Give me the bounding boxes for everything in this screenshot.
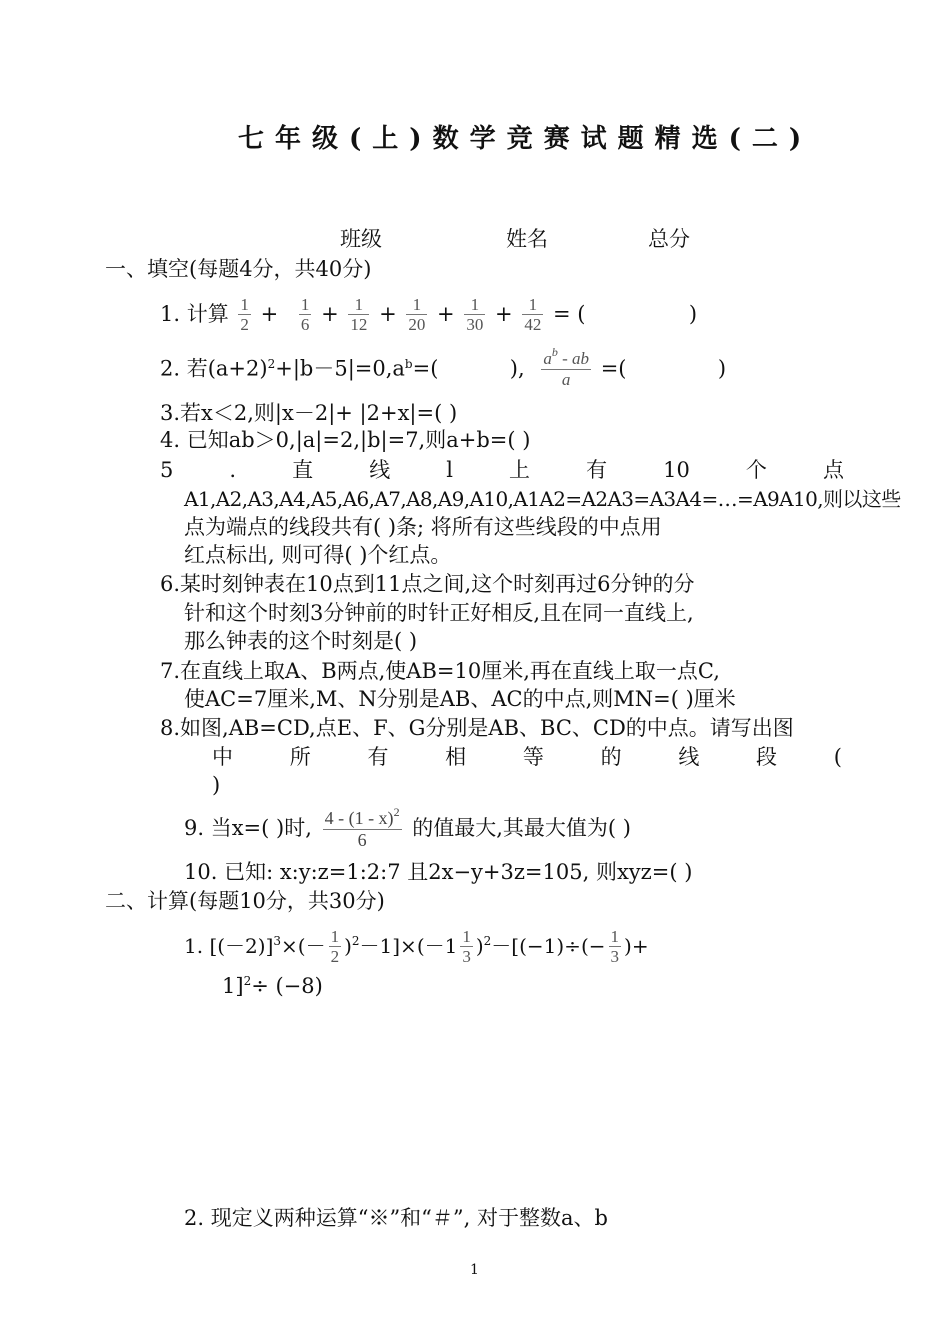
question-5-line2: A1,A2,A3,A4,A5,A6,A7,A8,A9,A10,A1A2=A2A3=A3A4=…=A9A10,则以这些 [184, 487, 901, 511]
question-6-line2: 针和这个时刻3分钟前的时针正好相反,且在同一直线上, [184, 601, 694, 625]
score-label: 总分 [648, 227, 690, 251]
close-paren: ) [688, 302, 698, 326]
fraction: $\frac{1}{3}$ [462, 927, 471, 966]
question-2: 2. 若$(a+2)^2+|b-5|=0,a^b=$( ), $\frac{a^b - ab}{a}$ =( ) [160, 345, 727, 389]
question-6-line3: 那么钟表的这个时刻是( ) [184, 629, 418, 653]
question-1 [160, 296, 697, 335]
fraction: $\frac{1}{6}$ [300, 295, 310, 334]
page-title: 七年级(上)数学竞赛试题精选(二) [238, 124, 813, 154]
fraction: $\frac{1}{20}$ [408, 295, 426, 334]
calc-question-1-line2: 1]$^2$÷ (−8) [222, 974, 323, 998]
question-5-line3: 点为端点的线段共有( )条; 将所有这些线段的中点用 [184, 515, 662, 539]
question-8-line1: 8.如图,AB=CD,点E、F、G分别是AB、BC、CD的中点。请写出图 [160, 716, 794, 740]
section1-heading: 一、填空(每题4分，共40分) [105, 257, 372, 281]
question-5-line1: 5 . 直 线 l 上 有 10 个 点 [160, 458, 844, 482]
plus-sign: + [437, 302, 455, 326]
q1-prefix: 1. 计算 [160, 302, 229, 326]
fraction: $\frac{1}{3}$ [610, 927, 620, 966]
name-label: 姓名 [506, 227, 548, 251]
fraction: $\frac{1}{2}$ [240, 295, 249, 334]
question-6-line1: 6.某时刻钟表在10点到11点之间,这个时刻再过6分钟的分 [160, 572, 695, 596]
plus-sign: + [379, 302, 397, 326]
question-7-line2: 使AC=7厘米,M、N分别是AB、AC的中点,则MN=( )厘米 [184, 687, 736, 711]
class-label: 班级 [340, 227, 382, 251]
equals-sign: = ( [553, 302, 586, 326]
fraction: $\frac{1}{2}$ [330, 927, 340, 966]
page-number: 1 [470, 1262, 479, 1278]
fraction: $\frac{1}{12}$ [350, 295, 368, 334]
plus-sign: + [495, 302, 513, 326]
question-8-line2: 中 所 有 相 等 的 线 段 ( [212, 745, 842, 769]
question-7-line1: 7.在直线上取A、B两点,使AB=10厘米,再在直线上取一点C, [160, 659, 720, 683]
question-10: 10. 已知: x:y:z=1:2:7 且2x−y+3z=105, 则xyz=( ) [184, 860, 693, 884]
question-5-line4: 红点标出, 则可得( )个红点。 [184, 543, 452, 567]
fraction: $\frac{1}{42}$ [524, 295, 542, 334]
question-8-line3: ) [212, 773, 221, 797]
plus-sign: + [321, 302, 339, 326]
question-3: 3.若x＜2,则|x－2|+ |2+x|=( ) [160, 401, 458, 425]
fraction: $\frac{4 - (1 - x)^2}{6}$ [324, 805, 400, 850]
fraction: $\frac{1}{30}$ [466, 295, 484, 334]
calc-question-1: 1. $[(-2)]^3\times(-$ $\frac{1}{2}$ )$^2$－1]×(－1 $\frac{1}{3}$ )$^2$－[(−1)÷(− $\frac{1}{3}$ )+ [184, 927, 649, 966]
plus-sign: + [260, 302, 279, 326]
fraction: $\frac{a^b - ab}{a}$ [543, 345, 590, 389]
section2-heading: 二、计算(每题10分，共30分) [105, 889, 385, 913]
calc-question-2: 2. 现定义两种运算“※”和“＃”, 对于整数a、b [184, 1206, 608, 1230]
question-9: 9. 当x=( )时, $\frac{4 - (1 - x)^2}{6}$ 的值最大,其最大值为( ) [184, 805, 631, 850]
question-4: 4. 已知ab＞0,|a|=2,|b|=7,则a+b=( ) [160, 428, 531, 452]
